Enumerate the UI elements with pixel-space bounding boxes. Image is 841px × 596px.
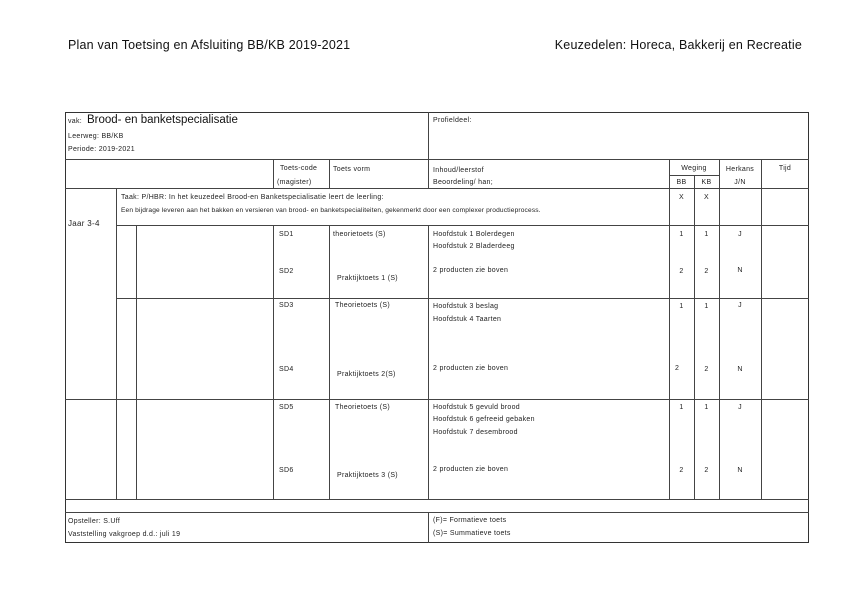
row-sd3-inhoud-1: Hoofdstuk 3 beslag — [433, 303, 499, 310]
row-sd5-code: SD5 — [279, 404, 294, 411]
periode: Periode: 2019-2021 — [68, 146, 135, 153]
row-sd3-bb: 1 — [679, 303, 684, 310]
task-line-2: Een bijdrage leveren aan het bakken en versieren van brood- en banketspecialiteiten, gekenmerkt door een complexer productieprocess. — [121, 207, 541, 214]
row-sd4-kb: 2 — [704, 366, 709, 373]
row-sd4-vorm: Praktijktoets 2(S) — [337, 371, 396, 378]
row-sd3-kb: 1 — [704, 303, 709, 310]
row-sd2-kb: 2 — [704, 268, 709, 275]
row-sd4-herkans: N — [737, 366, 743, 373]
row-sd5-bb: 1 — [679, 404, 684, 411]
col-beoordeling: Beoordeling/ han; — [433, 179, 493, 186]
divider — [273, 225, 274, 499]
task-bb-mark: X — [679, 194, 684, 201]
document-title: Plan van Toetsing en Afsluiting BB/KB 2019-2021 — [68, 38, 351, 52]
divider — [65, 159, 809, 160]
divider — [116, 188, 117, 499]
col-kb: KB — [701, 179, 712, 186]
row-sd3-vorm: Theorietoets (S) — [335, 302, 390, 309]
row-sd5-inhoud-1: Hoofdstuk 5 gevuld brood — [433, 404, 520, 411]
row-sd5-herkans: J — [738, 404, 742, 411]
divider — [65, 499, 809, 500]
row-sd6-inhoud-1: 2 producten zie boven — [433, 466, 509, 473]
row-sd4-inhoud-1: 2 producten zie boven — [433, 365, 509, 372]
row-sd4-bb: 2 — [675, 365, 680, 372]
col-tijd: Tijd — [778, 165, 792, 172]
row-sd1-vorm: theorietoets (S) — [333, 231, 386, 238]
footer-opsteller: Opsteller: S.Uff — [68, 518, 121, 525]
row-sd1-bb: 1 — [679, 231, 684, 238]
row-sd5-vorm: Theorietoets (S) — [335, 404, 390, 411]
row-sd6-bb: 2 — [679, 467, 684, 474]
row-sd2-code: SD2 — [279, 268, 294, 275]
row-sd5-inhoud-2: Hoofdstuk 6 gefreeid gebaken — [433, 416, 535, 423]
divider — [669, 175, 719, 176]
leerweg: Leerweg: BB/KB — [68, 133, 124, 140]
row-sd2-vorm: Praktijktoets 1 (S) — [337, 275, 398, 282]
col-herkans: Herkans — [725, 166, 755, 173]
divider — [428, 159, 429, 188]
vak-value: Brood- en banketspecialisatie — [87, 114, 238, 126]
row-sd6-code: SD6 — [279, 467, 294, 474]
row-sd5-inhoud-3: Hoofdstuk 7 desembrood — [433, 429, 518, 436]
divider — [694, 175, 695, 499]
divider — [329, 225, 330, 499]
divider — [329, 159, 330, 188]
profieldeel-label: Profieldeel: — [433, 117, 472, 124]
divider — [719, 159, 720, 499]
task-kb-mark: X — [704, 194, 709, 201]
divider — [116, 225, 809, 226]
divider — [116, 298, 809, 299]
row-sd6-herkans: N — [737, 467, 743, 474]
row-sd6-vorm: Praktijktoets 3 (S) — [337, 472, 398, 479]
row-sd1-inhoud-2: Hoofdstuk 2 Bladerdeeg — [433, 243, 515, 250]
divider — [65, 188, 809, 189]
row-sd3-code: SD3 — [279, 302, 294, 309]
jaar-label: Jaar 3-4 — [68, 219, 100, 228]
divider — [428, 112, 429, 159]
task-line-1: Taak: P/HBR: In het keuzedeel Brood-en Banketspecialisatie leert de leerling: — [121, 194, 384, 201]
col-toetsvorm: Toets vorm — [333, 166, 371, 173]
col-toetscode: Toets-code — [280, 165, 318, 172]
divider — [65, 512, 809, 513]
pta-table — [65, 112, 809, 543]
divider — [136, 225, 137, 499]
vak-label: vak: — [68, 118, 83, 125]
divider — [273, 159, 274, 188]
row-sd1-herkans: J — [738, 231, 742, 238]
col-jn: J/N — [734, 179, 746, 186]
col-bb: BB — [676, 179, 687, 186]
row-sd3-herkans: J — [738, 302, 742, 309]
footer-summatief: (S)= Summatieve toets — [433, 530, 511, 537]
row-sd6-kb: 2 — [704, 467, 709, 474]
row-sd2-bb: 2 — [679, 268, 684, 275]
col-inhoud: Inhoud/leerstof — [433, 167, 484, 174]
document-subtitle: Keuzedelen: Horeca, Bakkerij en Recreatie — [554, 38, 802, 52]
row-sd1-kb: 1 — [704, 231, 709, 238]
row-sd1-inhoud-1: Hoofdstuk 1 Bolerdegen — [433, 231, 515, 238]
divider — [761, 159, 762, 499]
row-sd2-inhoud-1: 2 producten zie boven — [433, 267, 509, 274]
divider — [65, 399, 809, 400]
footer-vaststelling: Vaststelling vakgroep d.d.: juli 19 — [68, 531, 181, 538]
footer-formatief: (F)= Formatieve toets — [433, 517, 507, 524]
row-sd5-kb: 1 — [704, 404, 709, 411]
row-sd1-code: SD1 — [279, 231, 294, 238]
divider — [428, 225, 429, 499]
row-sd3-inhoud-2: Hoofdstuk 4 Taarten — [433, 316, 502, 323]
col-magister: (magister) — [277, 179, 312, 186]
divider — [428, 512, 429, 543]
col-weging: Weging — [681, 165, 707, 172]
divider — [669, 159, 670, 499]
row-sd2-herkans: N — [737, 267, 743, 274]
row-sd4-code: SD4 — [279, 366, 294, 373]
